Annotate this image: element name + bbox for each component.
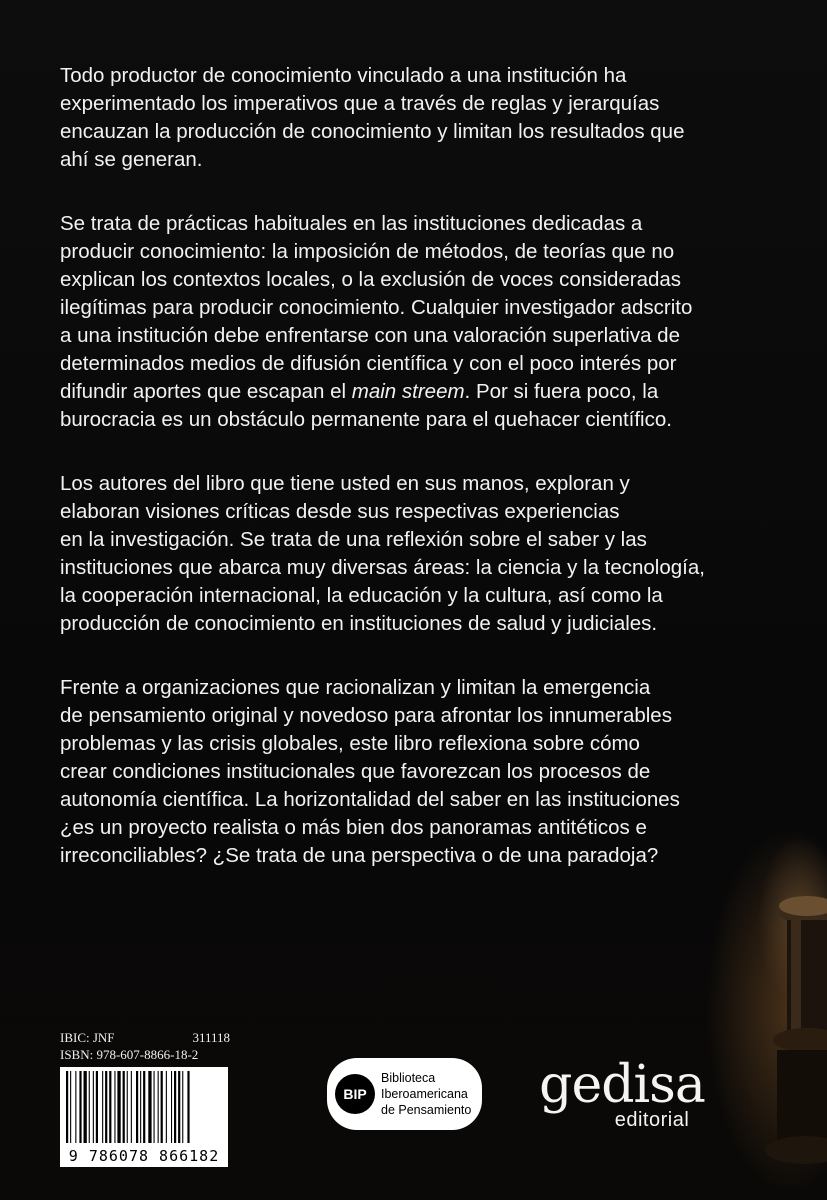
publisher-logo <box>522 1055 722 1131</box>
barcode-digits: 9 786078 866182 <box>68 1147 220 1165</box>
barcode-bar <box>161 1071 163 1143</box>
isbn-barcode-block <box>60 1030 230 1167</box>
barcode-bar <box>70 1071 71 1143</box>
barcode <box>60 1067 228 1167</box>
chess-piece-image <box>747 880 827 1180</box>
barcode-bar <box>148 1071 151 1143</box>
text-line: de pensamiento original y novedoso para afrontar los innumerables <box>60 704 672 727</box>
paragraph-2 <box>60 210 780 434</box>
barcode-bar <box>154 1071 155 1143</box>
barcode-bar <box>187 1071 189 1143</box>
barcode-bar <box>66 1071 68 1143</box>
barcode-bar <box>178 1071 180 1143</box>
barcode-bar <box>143 1071 145 1143</box>
barcode-bar <box>117 1071 120 1143</box>
barcode-bar <box>136 1071 138 1143</box>
barcode-bars <box>64 1071 224 1145</box>
barcode-bar <box>79 1071 81 1143</box>
text-line: determinados medios de difusión científica y con el poco interés por <box>60 352 677 375</box>
text-fragment: difundir aportes que escapan el <box>60 380 352 403</box>
paragraph-3 <box>60 470 780 638</box>
bip-line: de Pensamiento <box>381 1103 472 1117</box>
barcode-bar <box>140 1071 141 1143</box>
text-line: Frente a organizaciones que racionalizan y limitan la emergencia <box>60 676 651 699</box>
publisher-name: gedisa <box>539 1055 705 1115</box>
text-line: ¿es un proyecto realista o más bien dos panoramas antitéticos e <box>60 816 647 839</box>
ibic-code: IBIC: JNF <box>60 1030 115 1045</box>
text-line: experimentado los imperativos que a través de reglas y jerarquías <box>60 92 660 115</box>
text-line: encauzan la producción de conocimiento y limitan los resultados que <box>60 120 685 143</box>
paragraph-1 <box>60 62 780 174</box>
ibic-row <box>60 1030 230 1047</box>
barcode-bar <box>123 1071 125 1143</box>
barcode-bar <box>96 1071 98 1143</box>
text-line: ahí se generan. <box>60 148 203 171</box>
bip-line: Biblioteca <box>381 1071 436 1085</box>
text-line: autonomía científica. La horizontalidad del saber en las instituciones <box>60 788 680 811</box>
barcode-bar <box>114 1071 115 1143</box>
bip-line: Iberoamericana <box>381 1087 468 1101</box>
barcode-bar <box>158 1071 159 1143</box>
barcode-bar <box>93 1071 94 1143</box>
text-line: a una institución debe enfrentarse con una valoración superlativa de <box>60 324 680 347</box>
emphasized-term: main streem <box>351 380 465 403</box>
bip-logo <box>327 1058 482 1130</box>
barcode-bar <box>174 1071 176 1143</box>
barcode-bar <box>89 1071 90 1143</box>
text-line-with-emphasis <box>60 378 780 406</box>
publisher-subtitle: editorial <box>614 1109 690 1131</box>
barcode-bar <box>171 1071 172 1143</box>
text-line: producir conocimiento: la imposición de métodos, de teorías que no <box>60 240 675 263</box>
text-line: crear condiciones institucionales que favorezcan los procesos de <box>60 760 651 783</box>
bip-circle-icon: BIP <box>335 1074 375 1114</box>
text-line: Se trata de prácticas habituales en las instituciones dedicadas a <box>60 212 643 235</box>
isbn-number: ISBN: 978-607-8866-18-2 <box>60 1047 199 1062</box>
text-fragment: . Por si fuera poco, la <box>464 380 659 403</box>
text-line: Todo productor de conocimiento vinculado a una institución ha <box>60 64 627 87</box>
barcode-bar <box>109 1071 111 1143</box>
barcode-bar <box>105 1071 107 1143</box>
bip-label <box>381 1070 471 1118</box>
barcode-bar <box>84 1071 87 1143</box>
text-line: elaboran visiones críticas desde sus respectivas experiencias <box>60 500 620 523</box>
text-line: ilegítimas para producir conocimiento. Cualquier investigador adscrito <box>60 296 693 319</box>
text-line: burocracia es un obstáculo permanente para el quehacer científico. <box>60 408 672 431</box>
barcode-bar <box>166 1071 167 1143</box>
barcode-bar <box>131 1071 132 1143</box>
barcode-bar <box>127 1071 128 1143</box>
paragraph-4 <box>60 674 780 870</box>
text-line: producción de conocimiento en instituciones de salud y judiciales. <box>60 612 658 635</box>
back-cover-text <box>60 62 780 906</box>
barcode-bar <box>182 1071 183 1143</box>
text-line: en la investigación. Se trata de una reflexión sobre el saber y las <box>60 528 647 551</box>
text-line: problemas y las crisis globales, este libro reflexiona sobre cómo <box>60 732 640 755</box>
barcode-bar <box>75 1071 76 1143</box>
text-line: la cooperación internacional, la educación y la cultura, así como la <box>60 584 663 607</box>
text-line: irreconciliables? ¿Se trata de una perspectiva o de una paradoja? <box>60 844 659 867</box>
catalog-number: 311118 <box>192 1030 230 1045</box>
text-line: instituciones que abarca muy diversas áreas: la ciencia y la tecnología, <box>60 556 705 579</box>
text-line: explican los contextos locales, o la exclusión de voces consideradas <box>60 268 682 291</box>
text-line: Los autores del libro que tiene usted en sus manos, exploran y <box>60 472 630 495</box>
barcode-bar <box>102 1071 103 1143</box>
